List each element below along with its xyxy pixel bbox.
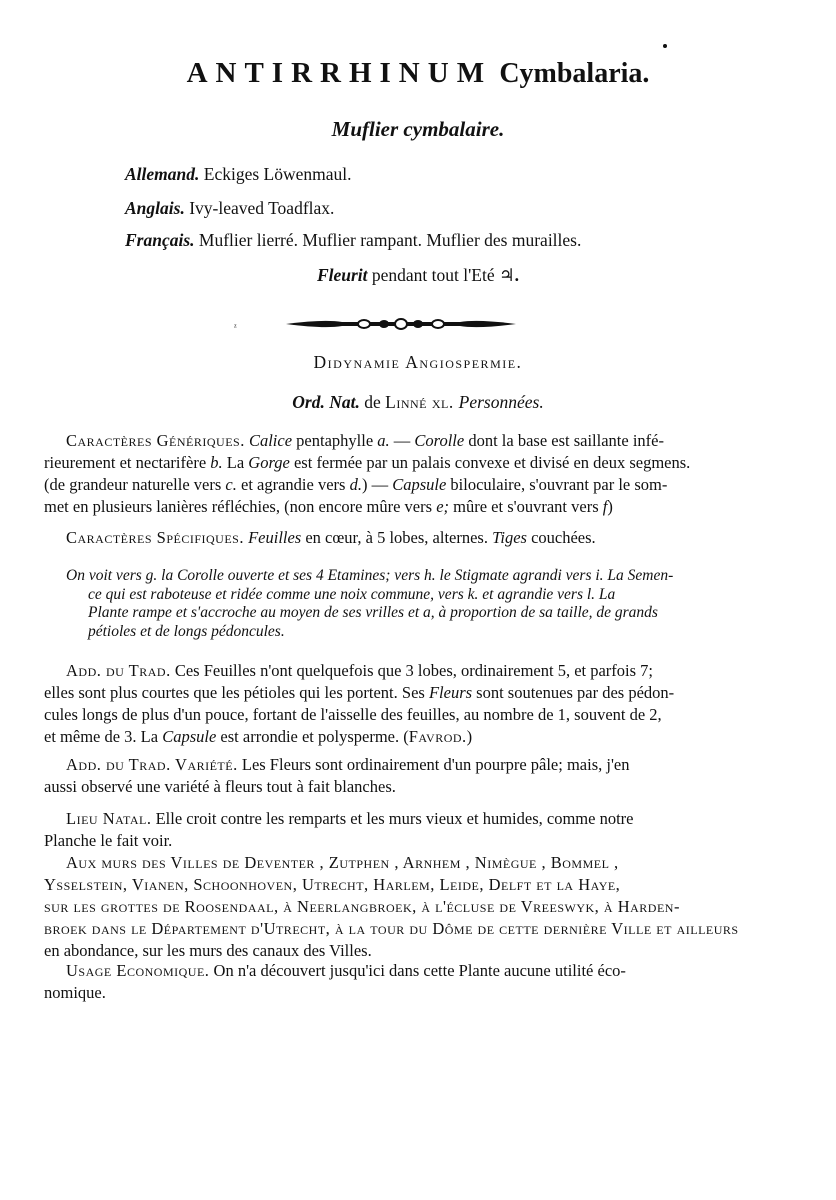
section-label: Usage Economique.: [66, 961, 210, 980]
text: met en plusieurs lanières réfléchies, (non encore mûre vers: [44, 497, 437, 516]
bloom-label: Fleurit: [316, 265, 368, 285]
author-linne: Linné: [385, 392, 428, 412]
text: ): [607, 497, 613, 516]
term: Calice: [248, 431, 293, 450]
order-of: de: [359, 392, 386, 412]
order-prefix: Ord. Nat.: [292, 392, 360, 412]
generic-characters: [44, 430, 796, 518]
term: Capsule: [162, 727, 217, 746]
text: est fermée par un palais convexe et divisé en deux segmens.: [289, 453, 691, 472]
figure-observation: [66, 567, 796, 641]
section-label: Lieu Natal.: [66, 809, 152, 828]
vernacular-names: Eckiges Löwenmaul.: [203, 164, 352, 184]
text: Elle croit contre les remparts et les murs vieux et humides, comme notre: [155, 809, 634, 828]
text: couchées.: [526, 528, 596, 547]
ink-dot: [663, 44, 667, 48]
figure-ref: a.: [377, 431, 390, 450]
observation-line: On voit vers g. la Corolle ouverte et ses 4 Etamines; vers h. le Stigmate agrandi vers i. La Semen-: [66, 567, 674, 584]
section-label: Add. du Trad.: [66, 661, 171, 680]
text: et même de 3. La: [44, 727, 163, 746]
vernacular-french: [125, 230, 581, 251]
text: dont la base est saillante infé-: [464, 431, 664, 450]
bloom-period: [0, 265, 836, 286]
page-title: [0, 56, 836, 91]
lang-label: Français.: [125, 230, 195, 250]
locality-line: Aux murs des Villes de Deventer , Zutphen , Arnhem , Nimègue , Bommel ,: [66, 853, 619, 872]
text: rieurement et nectarifère: [44, 453, 211, 472]
natural-order: [0, 392, 836, 413]
text: et agrandie vers: [236, 475, 350, 494]
locality-line: broek dans le Département d'Utrecht, à la tour du Dôme de cette dernière Ville et ailleurs: [44, 919, 739, 938]
observation-line: Plante rampe et s'accroche au moyen de ses vrilles et a, à proportion de sa taille, de grands: [88, 604, 658, 621]
perennial-symbol: ♃.: [498, 265, 520, 285]
specific-characters: [44, 527, 796, 549]
text: elles sont plus courtes que les pétioles qui les portent. Ses: [44, 683, 429, 702]
text: On n'a découvert jusqu'ici dans cette Plante aucune utilité éco-: [213, 961, 626, 980]
variety-note: [44, 754, 796, 798]
text: mûre et s'ouvrant vers: [449, 497, 603, 516]
text: ): [466, 727, 473, 746]
lang-label: Allemand.: [125, 164, 200, 184]
text: Planche le fait voir.: [44, 831, 173, 850]
text: biloculaire, s'ouvrant par le som-: [446, 475, 668, 494]
term: Fleurs: [428, 683, 473, 702]
text: (de grandeur naturelle vers: [44, 475, 226, 494]
text: Les Fleurs sont ordinairement d'un pourpre pâle; mais, j'en: [241, 755, 630, 774]
section-label: Caractères Génériques.: [66, 431, 245, 450]
text: cules longs de plus d'un pouce, fortant de l'aisselle des feuilles, au nombre de 1, souvent de 2,: [44, 705, 662, 724]
native-habitat: [44, 808, 796, 962]
order-number: xl.: [427, 392, 459, 412]
figure-ref: e;: [436, 497, 450, 516]
economic-use: [44, 960, 796, 1004]
term: Gorge: [248, 453, 290, 472]
section-label: Caractères Spécifiques.: [66, 528, 244, 547]
text: aussi observé une variété à fleurs tout à fait blanches.: [44, 777, 396, 796]
text: est arrondie et polysperme. (: [216, 727, 409, 746]
text: pentaphylle: [292, 431, 378, 450]
genus-name: ANTIRRHINUM: [186, 57, 493, 89]
observation-line: pétioles et de longs pédoncules.: [88, 622, 285, 640]
section-label: Add. du Trad. Variété.: [66, 755, 238, 774]
text: en cœur, à 5 lobes, alternes.: [301, 528, 493, 547]
stray-mark: ᶻ: [234, 322, 237, 333]
author-favrod: Favrod.: [408, 727, 467, 746]
text: —: [389, 431, 415, 450]
text: La: [222, 453, 249, 472]
locality-line: en abondance, sur les murs des canaux des Villes.: [44, 941, 372, 960]
locality-line: sur les grottes de Roosendaal, à Neerlangbroek, à l'écluse de Vreeswyk, à Harden-: [44, 897, 680, 916]
figure-ref: b.: [210, 453, 223, 472]
order-name: Personnées.: [458, 392, 544, 412]
translator-addition: [44, 660, 796, 748]
vernacular-names: Ivy-leaved Toadflax.: [189, 198, 335, 218]
classification: Didynamie Angiospermie.: [313, 352, 523, 372]
observation-line: ce qui est raboteuse et ridée comme une noix commune, vers k. et agrandie vers l. La: [88, 585, 616, 603]
figure-ref: d.: [349, 475, 362, 494]
lang-label: Anglais.: [125, 198, 185, 218]
term: Capsule: [392, 475, 447, 494]
vernacular-german: [125, 164, 352, 185]
french-name: Muflier cymbalaire.: [331, 117, 505, 141]
term: Feuilles: [248, 528, 302, 547]
ornamental-divider: [284, 315, 518, 333]
locality-line: Ysselstein, Vianen, Schoonhoven, Utrecht, Harlem, Leide, Delft et la Haye,: [44, 875, 621, 894]
figure-ref: f: [602, 497, 608, 516]
text: nomique.: [44, 983, 106, 1002]
text: sont soutenues par des pédon-: [472, 683, 675, 702]
text: Ces Feuilles n'ont quelquefois que 3 lobes, ordinairement 5, et parfois 7;: [174, 661, 653, 680]
text: ) —: [361, 475, 393, 494]
species-name: Cymbalaria.: [499, 58, 650, 89]
vernacular-english: [125, 198, 334, 219]
figure-ref: c.: [225, 475, 237, 494]
term: Corolle: [414, 431, 465, 450]
vernacular-names: Muflier lierré. Muflier rampant. Muflier des murailles.: [198, 230, 582, 250]
bloom-text: pendant tout l'Eté: [371, 265, 495, 285]
term: Tiges: [492, 528, 527, 547]
